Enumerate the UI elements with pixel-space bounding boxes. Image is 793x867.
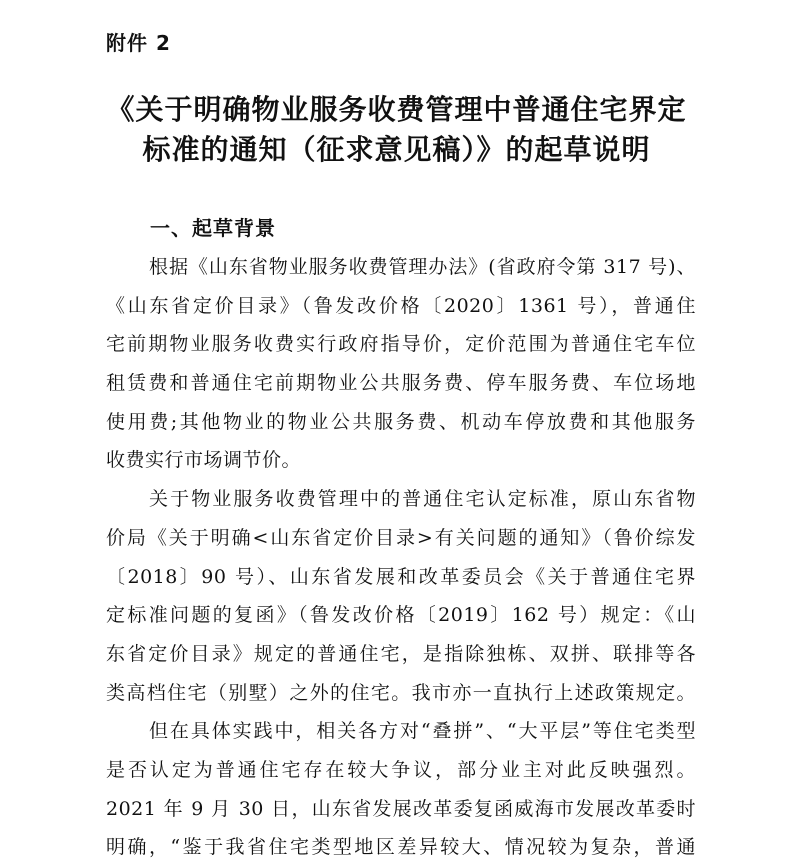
attachment-label: 附件 2 — [106, 31, 171, 55]
body-line: 关于物业服务收费管理中的普通住宅认定标准，原山东省物 — [149, 488, 696, 511]
body-line: 定标准问题的复函》（鲁发改价格〔2019〕162 号）规定：《山 — [106, 604, 696, 627]
body-text — [106, 248, 696, 867]
body-line: 《山东省定价目录》（鲁发改价格〔2020〕1361 号），普通住 — [106, 294, 696, 317]
body-line: 收费实行市场调节价。 — [106, 449, 302, 472]
title-line-1: 《关于明确物业服务收费管理中普通住宅界定 — [106, 93, 687, 126]
body-line: 东省定价目录》规定的普通住宅，是指除独栋、双拼、联排等各 — [106, 642, 696, 665]
body-line: 是否认定为普通住宅存在较大争议，部分业主对此反映强烈。 — [106, 758, 696, 781]
body-line: 但在具体实践中，相关各方对“叠拼”、“大平层”等住宅类型 — [149, 720, 696, 743]
body-line: 类高档住宅（别墅）之外的住宅。我市亦一直执行上述政策规定。 — [106, 681, 696, 704]
body-line: 〔2018〕90 号）、山东省发展和改革委员会《关于普通住宅界 — [106, 565, 696, 588]
body-line: 根据《山东省物业服务收费管理办法》(省政府令第 317 号)、 — [149, 256, 696, 278]
body-line: 租赁费和普通住宅前期物业公共服务费、停车服务费、车位场地 — [106, 372, 696, 395]
document-title — [86, 90, 707, 170]
body-line: 2021 年 9 月 30 日，山东省发展改革委复函威海市发展改革委时 — [106, 797, 696, 820]
body-line: 明确，“鉴于我省住宅类型地区差异较大、情况较为复杂，普通 — [106, 836, 696, 859]
body-line: 宅前期物业服务收费实行政府指导价，定价范围为普通住宅车位 — [106, 333, 696, 356]
body-line: 使用费;其他物业的物业公共服务费、机动车停放费和其他服务 — [106, 410, 696, 433]
body-line: 价局《关于明确<山东省定价目录>有关问题的通知》（鲁价综发 — [106, 526, 696, 549]
section-heading: 一、起草背景 — [150, 216, 276, 240]
title-line-2: 标准的通知（征求意见稿）》的起草说明 — [142, 133, 651, 166]
